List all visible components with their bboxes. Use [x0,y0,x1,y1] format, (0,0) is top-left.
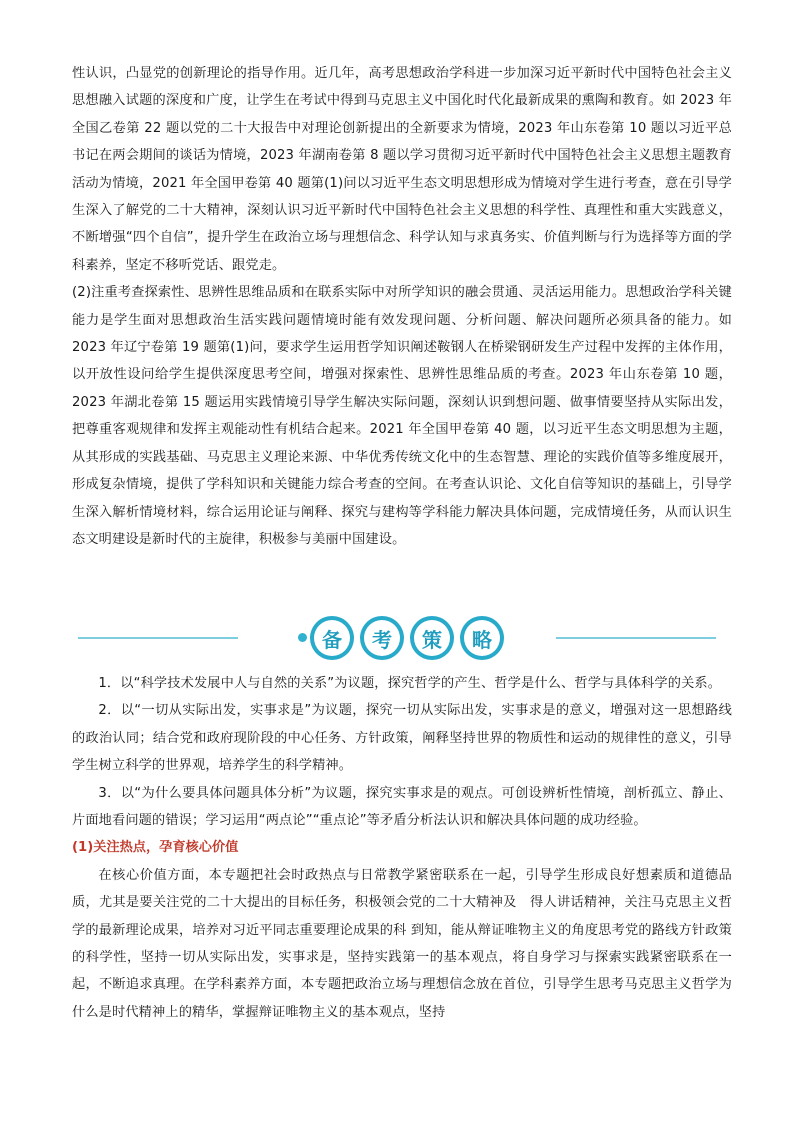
exam-analysis-section [72,60,732,553]
strategy-item-1: 1．以“科学技术发展中人与自然的关系”为议题，探究哲学的产生、哲学是什么、哲学与具体科学的关系。 [98,676,722,691]
strategy-item-3: 3．以“为什么要具体问题具体分析”为议题，探究实事求是的观点。可创设辨析性情境，剖析孤立、静止、片面地看问题的错误；学习运用“两点论”“重点论”等矛盾分析法认识和解决具体问题的成功经验。 [72,785,732,829]
strategy-item-2: 2．以“一切从实际出发，实事求是”为议题，探究一切从实际出发，实事求是的意义，增强对这一思想路线的政治认同；结合党和政府现阶段的中心任务、方针政策，阐释坚持世界的物质性和运动的规律性的意义，引导学生树立科学的世界观，培养学生的科学精神。 [72,703,732,774]
section-banner [72,616,732,662]
strategy-paragraph: 在核心价值方面，本专题把社会时政热点与日常教学紧密联系在一起，引导学生形成良好想素质和道德品质，尤其是要关注党的二十大提出的目标任务，积极领会党的二十大精神及 得人讲话精神，关注马克思主义哲学的最新理论成果，培养对习近平同志重要理论成果的科 到知，能从辩证唯物主义的角度思考党的路线方针政策的科学性，坚持一切从实际出发，实事求是，坚持实践第一的基本观点，将自身学习与探索实践紧密联系在一起，不断追求真理。在学科素养方面，本专题把政治立场与理想信念放在首位，引导学生思考马克思主义哲学为什么是时代精神上的精华，掌握辩证唯物主义的基本观点，坚持 [72,867,732,1020]
banner-badge [360,616,404,660]
banner-char: 备 [314,620,350,656]
strategy-section [72,670,732,1026]
strategy-subheading: (1)关注热点，孕育核心价值 [72,840,239,856]
banner-dot-icon [298,633,307,642]
banner-title [310,616,504,660]
banner-badge [310,616,354,660]
banner-badge [410,616,454,660]
banner-char: 策 [414,620,450,656]
banner-char: 考 [364,620,400,656]
banner-divider-right [556,637,716,639]
banner-char: 略 [464,620,500,656]
banner-badge [460,616,504,660]
paragraph-theory-guidance: 性认识，凸显党的创新理论的指导作用。近几年，高考思想政治学科进一步加深习近平新时代中国特色社会主义思想融入试题的深度和广度，让学生在考试中得到马克思主义中国化时代化最新成果的熏陶和教育。如 2023 年全国乙卷第 22 题以党的二十大报告中对理论创新提出的全新要求为情境，2023 年山东卷第 10 题以习近平总书记在两会期间的谈话为情境，2023 年湖南卷第 8 题以学习贯彻习近平新时代中国特色社会主义思想主题教育活动为情境，2021 年全国甲卷第 40 题第(1)问以习近平生态文明思想形成为情境对学生进行考查，意在引导学生深入了解党的二十大精神，深刻认识习近平新时代中国特色社会主义思想的科学性、真理性和重大实践意义，不断增强“四个自信”，提升学生在政治立场与理想信念、科学认知与求真务实、价值判断与行为选择等方面的学科素养，坚定不移听党话、跟党走。 [72,66,732,273]
banner-divider-left [78,637,238,639]
paragraph-key-ability: (2)注重考查探索性、思辨性思维品质和在联系实际中对所学知识的融会贯通、灵活运用能力。思想政治学科关键能力是学生面对思想政治生活实践问题情境时能有效发现问题、分析问题、解决问题所必须具备的能力。如 2023 年辽宁卷第 19 题第(1)问，要求学生运用哲学知识阐述鞍钢人在桥梁钢研发生产过程中发挥的主体作用，以开放性设问给学生提供深度思考空间，增强对探索性、思辨性思维品质的考查。2023 年山东卷第 10 题，2023 年湖北卷第 15 题运用实践情境引导学生解决实际问题，深刻认识到想问题、做事情要坚持从实际出发，把尊重客观规律和发挥主观能动性有机结合起来。2021 年全国甲卷第 40 题，以习近平生态文明思想为主题，从其形成的实践基础、马克思主义理论来源、中华优秀传统文化中的生态智慧、理论的实践价值等多维度展开，形成复杂情境，提供了学科知识和关键能力综合考查的空间。在考查认识论、文化自信等知识的基础上，引导学生深入解析情境材料，综合运用论证与阐释、探究与建构等学科能力解决具体问题，完成情境任务，从而认识生态文明建设是新时代的主旋律，积极参与美丽中国建设。 [72,285,732,547]
